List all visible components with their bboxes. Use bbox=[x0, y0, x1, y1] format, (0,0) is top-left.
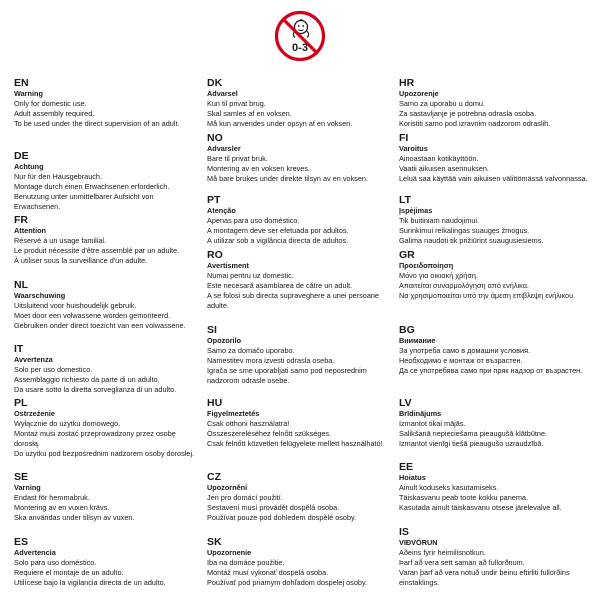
warning-line: Solo para uso doméstico. bbox=[14, 558, 97, 567]
warning-title: Figyelmeztetés bbox=[207, 409, 260, 418]
warning-line: Numai pentru uz domestic. bbox=[207, 271, 294, 280]
warning-title: Attention bbox=[14, 226, 47, 235]
warning-title: Upozornenie bbox=[207, 548, 252, 557]
warning-line: Skal samles af en voksen. bbox=[207, 109, 292, 118]
warning-title: Brīdinājums bbox=[399, 409, 442, 418]
section-fr bbox=[14, 214, 200, 266]
warning-title: Warning bbox=[14, 89, 43, 98]
section-se bbox=[14, 471, 200, 523]
warning-line: A se folosi sub directa supraveghere a unei persoane adulte. bbox=[207, 291, 379, 310]
warning-line: Bare til privat bruk. bbox=[207, 154, 268, 163]
language-code: FR bbox=[14, 214, 28, 226]
warning-line: Kun til privat brug. bbox=[207, 99, 266, 108]
warning-line: Endast för hemmabruk. bbox=[14, 493, 90, 502]
section-dk bbox=[207, 77, 395, 129]
warning-line: Να χρησιμοποιείται υπό την άμεση επίβλεψη ενήλικου. bbox=[399, 291, 576, 300]
warning-line: Surinkimui reikalingas suaugęs žmogus. bbox=[399, 226, 530, 235]
language-code: DK bbox=[207, 77, 223, 89]
warning-line: Tik buitiniam naudojimui. bbox=[399, 216, 480, 225]
section-es bbox=[14, 536, 200, 588]
language-code: SE bbox=[14, 471, 29, 483]
warning-line: Only for domestic use. bbox=[14, 99, 87, 108]
warning-line: A utilizar sob a vigilância directa de adultos. bbox=[207, 236, 349, 245]
warning-line: Requiere el montaje de un adulto. bbox=[14, 568, 124, 577]
section-lt bbox=[399, 194, 597, 246]
warning-line: Kasutada ainult täiskasvanu otsese järelevalve all. bbox=[399, 503, 562, 512]
warning-title: Προειδοποίηση bbox=[399, 261, 454, 270]
section-si bbox=[207, 324, 395, 386]
warning-line: Apenas para uso doméstico. bbox=[207, 216, 300, 225]
age-label: 0-3 bbox=[292, 42, 308, 54]
warning-line: Þarf að vera sett saman að fullorðnum. bbox=[399, 558, 525, 567]
language-code: LT bbox=[399, 194, 412, 206]
language-code: DE bbox=[14, 150, 29, 162]
warning-title: VIÐVÖRUN bbox=[399, 538, 438, 547]
warning-line: Adult assembly required. bbox=[14, 109, 95, 118]
warning-line: Sestavení musí provádět dospělá osoba. bbox=[207, 503, 340, 512]
language-code: PT bbox=[207, 194, 221, 206]
section-ee bbox=[399, 461, 597, 513]
language-code: SI bbox=[207, 324, 217, 336]
warning-line: Må kun anvendes under opsyn af en voksen. bbox=[207, 119, 353, 128]
warning-line: Må bare brukes under direkte tilsyn av en voksen. bbox=[207, 174, 369, 183]
language-code: RO bbox=[207, 249, 223, 261]
language-code: ES bbox=[14, 536, 29, 548]
warning-title: Внимание bbox=[399, 336, 436, 345]
warning-line: Moet door een volwassene worden gemonteerd. bbox=[14, 311, 171, 320]
warning-line: Aðeins fyrir heimilisnotkun. bbox=[399, 548, 486, 557]
section-gr bbox=[399, 249, 597, 301]
section-en bbox=[14, 77, 200, 129]
warning-title: Achtung bbox=[14, 162, 44, 171]
language-code: EE bbox=[399, 461, 414, 473]
section-de bbox=[14, 150, 200, 212]
warning-line: Da usare sotto la diretta sorveglianza di un adulto. bbox=[14, 385, 177, 394]
warning-line: Gebruiken onder direct toezicht van een volwassene. bbox=[14, 321, 186, 330]
warning-line: Používat pouze pod dohledem dospělé osoby. bbox=[207, 513, 357, 522]
language-code: CZ bbox=[207, 471, 221, 483]
warning-line: Összeszereléséhez felnőtt szükséges. bbox=[207, 429, 332, 438]
warning-line: Benutzung unter unmittelbarer Aufsicht von Erwachsenen. bbox=[14, 192, 154, 211]
language-code: GR bbox=[399, 249, 415, 261]
warning-line: Este necesară asamblarea de către un adult. bbox=[207, 281, 353, 290]
language-code: EN bbox=[14, 77, 29, 89]
warning-title: Atenção bbox=[207, 206, 236, 215]
warning-title: Varning bbox=[14, 483, 41, 492]
warning-line: Uitsluitend voor huishoudelijk gebruik. bbox=[14, 301, 137, 310]
warning-line: Assemblaggio richiesto da parte di un adulto. bbox=[14, 375, 160, 384]
section-it bbox=[14, 343, 200, 395]
language-code: HR bbox=[399, 77, 415, 89]
section-pt bbox=[207, 194, 395, 246]
warning-line: Používať pod priamym dohľadom dospelej osoby. bbox=[207, 578, 368, 587]
warning-title: Avvertenza bbox=[14, 355, 53, 364]
warning-title: Advarsel bbox=[207, 89, 238, 98]
warning-title: Ostrzeżenie bbox=[14, 409, 55, 418]
section-cz bbox=[207, 471, 395, 523]
warning-line: Solo per uso domestico. bbox=[14, 365, 93, 374]
section-hr bbox=[399, 77, 597, 129]
warning-line: Le produit nécessite d'être assemblé par un adulte. bbox=[14, 246, 180, 255]
warning-title: Advarsler bbox=[207, 144, 241, 153]
warning-title: Avertisment bbox=[207, 261, 249, 270]
warning-line: Za sastavljanje je potrebna odrasla osoba. bbox=[399, 109, 537, 118]
no-children-0-3-icon bbox=[274, 10, 326, 62]
language-code: FI bbox=[399, 132, 409, 144]
warning-line: За употреба само в домашни условия. bbox=[399, 346, 531, 355]
warning-line: Namestitev mora izvesti odrasla oseba. bbox=[207, 356, 335, 365]
warning-line: To be used under the direct supervision of an adult. bbox=[14, 119, 180, 128]
warning-line: Ainoastaan kotikäyttöön. bbox=[399, 154, 479, 163]
warning-title: Waarschuwing bbox=[14, 291, 66, 300]
language-code: LV bbox=[399, 397, 412, 409]
warning-line: Do użytku pod bezpośrednim nadzorem osoby dorosłej. bbox=[14, 449, 195, 458]
warning-line: Varan þarf að vera notuð undir beinu eftirliti fullorðins einstaklings. bbox=[399, 568, 570, 587]
section-sk bbox=[207, 536, 395, 588]
warning-line: À utiliser sous la surveillance d'un adulte. bbox=[14, 256, 148, 265]
section-fi bbox=[399, 132, 597, 184]
language-code: SK bbox=[207, 536, 222, 548]
warning-title: Įspėjimas bbox=[399, 206, 433, 215]
warning-line: Salikšanā nepieciešama pieaugušā klātbūtne. bbox=[399, 429, 548, 438]
section-ro bbox=[207, 249, 395, 311]
language-code: PL bbox=[14, 397, 28, 409]
warning-line: Необходимо е монтаж от възрастен. bbox=[399, 356, 523, 365]
section-hu bbox=[207, 397, 395, 449]
section-is bbox=[399, 526, 597, 588]
section-nl bbox=[14, 279, 200, 331]
language-code: NL bbox=[14, 279, 28, 291]
language-code: IS bbox=[399, 526, 409, 538]
warning-title: Upozornění bbox=[207, 483, 248, 492]
warning-line: Απαιτείται συναρμολόγηση από ενήλικα. bbox=[399, 281, 529, 290]
warning-line: Montering av en vuxen krävs. bbox=[14, 503, 110, 512]
section-no bbox=[207, 132, 395, 184]
warning-line: Wyłącznie do użytku domowego. bbox=[14, 419, 121, 428]
warning-title: Upozorenje bbox=[399, 89, 439, 98]
warning-line: Utilícese bajo la vigilancia directa de un adulto. bbox=[14, 578, 166, 587]
language-code: NO bbox=[207, 132, 223, 144]
warning-line: Igrača se sme uporabljati samo pod neposrednim nadzorom odrasle osebe. bbox=[207, 366, 367, 385]
section-pl bbox=[14, 397, 200, 459]
warning-line: Ainult koduseks kasutamiseks. bbox=[399, 483, 499, 492]
warning-line: Nur für den Hausgebrauch. bbox=[14, 172, 103, 181]
warning-line: Täiskasvanu peab toote kokku panema. bbox=[399, 493, 528, 502]
language-code: IT bbox=[14, 343, 24, 355]
warning-line: Montaż musi zostać przeprowadzony przez osobę dorosłą. bbox=[14, 429, 176, 448]
warning-line: Samo za uporabu u domu. bbox=[399, 99, 485, 108]
section-lv bbox=[399, 397, 597, 449]
warning-line: Montage durch einen Erwachsenen erforderlich. bbox=[14, 182, 170, 191]
warning-line: Leluä saa käyttää vain aikuisen välittömässä valvonnassa. bbox=[399, 174, 588, 183]
warning-title: Opozorilo bbox=[207, 336, 242, 345]
warning-title: Varoitus bbox=[399, 144, 428, 153]
warning-line: Koristiti samo pod izravnim nadzorom odraslih. bbox=[399, 119, 551, 128]
warning-line: Réservé à un usage familial. bbox=[14, 236, 107, 245]
warning-line: Да се употребява само при пряк надзор от възрастен. bbox=[399, 366, 583, 375]
language-code: BG bbox=[399, 324, 415, 336]
warning-line: Csak otthoni használatra! bbox=[207, 419, 290, 428]
warning-line: Montering av en voksen kreves. bbox=[207, 164, 311, 173]
language-code: HU bbox=[207, 397, 223, 409]
warning-line: Galima naudoti tik prižiūrint suaugusiesiems. bbox=[399, 236, 544, 245]
warning-line: Jen pro domácí použití. bbox=[207, 493, 283, 502]
section-bg bbox=[399, 324, 597, 376]
warning-line: Vaatii aikuisen asennuksen. bbox=[399, 164, 489, 173]
warning-line: Iba na domáce použitie. bbox=[207, 558, 285, 567]
warning-line: Izmantot vienīgi tiešā pieaugušo uzraudzībā. bbox=[399, 439, 544, 448]
warning-title: Advertencia bbox=[14, 548, 56, 557]
warning-line: A montagem deve ser efetuada por adultos. bbox=[207, 226, 349, 235]
warning-line: Montáž musí vykonať dospelá osoba. bbox=[207, 568, 329, 577]
warning-line: Μόνο για οικιακή χρήση. bbox=[399, 271, 478, 280]
warning-line: Csak felnőtt közvetlen felügyelete mellett használható! bbox=[207, 439, 383, 448]
warning-line: Ska användas under tillsyn av vuxen. bbox=[14, 513, 135, 522]
warning-line: Izmantot tikai mājās. bbox=[399, 419, 466, 428]
warning-line: Samo za domačo uporabo. bbox=[207, 346, 295, 355]
warning-title: Hoiatus bbox=[399, 473, 426, 482]
